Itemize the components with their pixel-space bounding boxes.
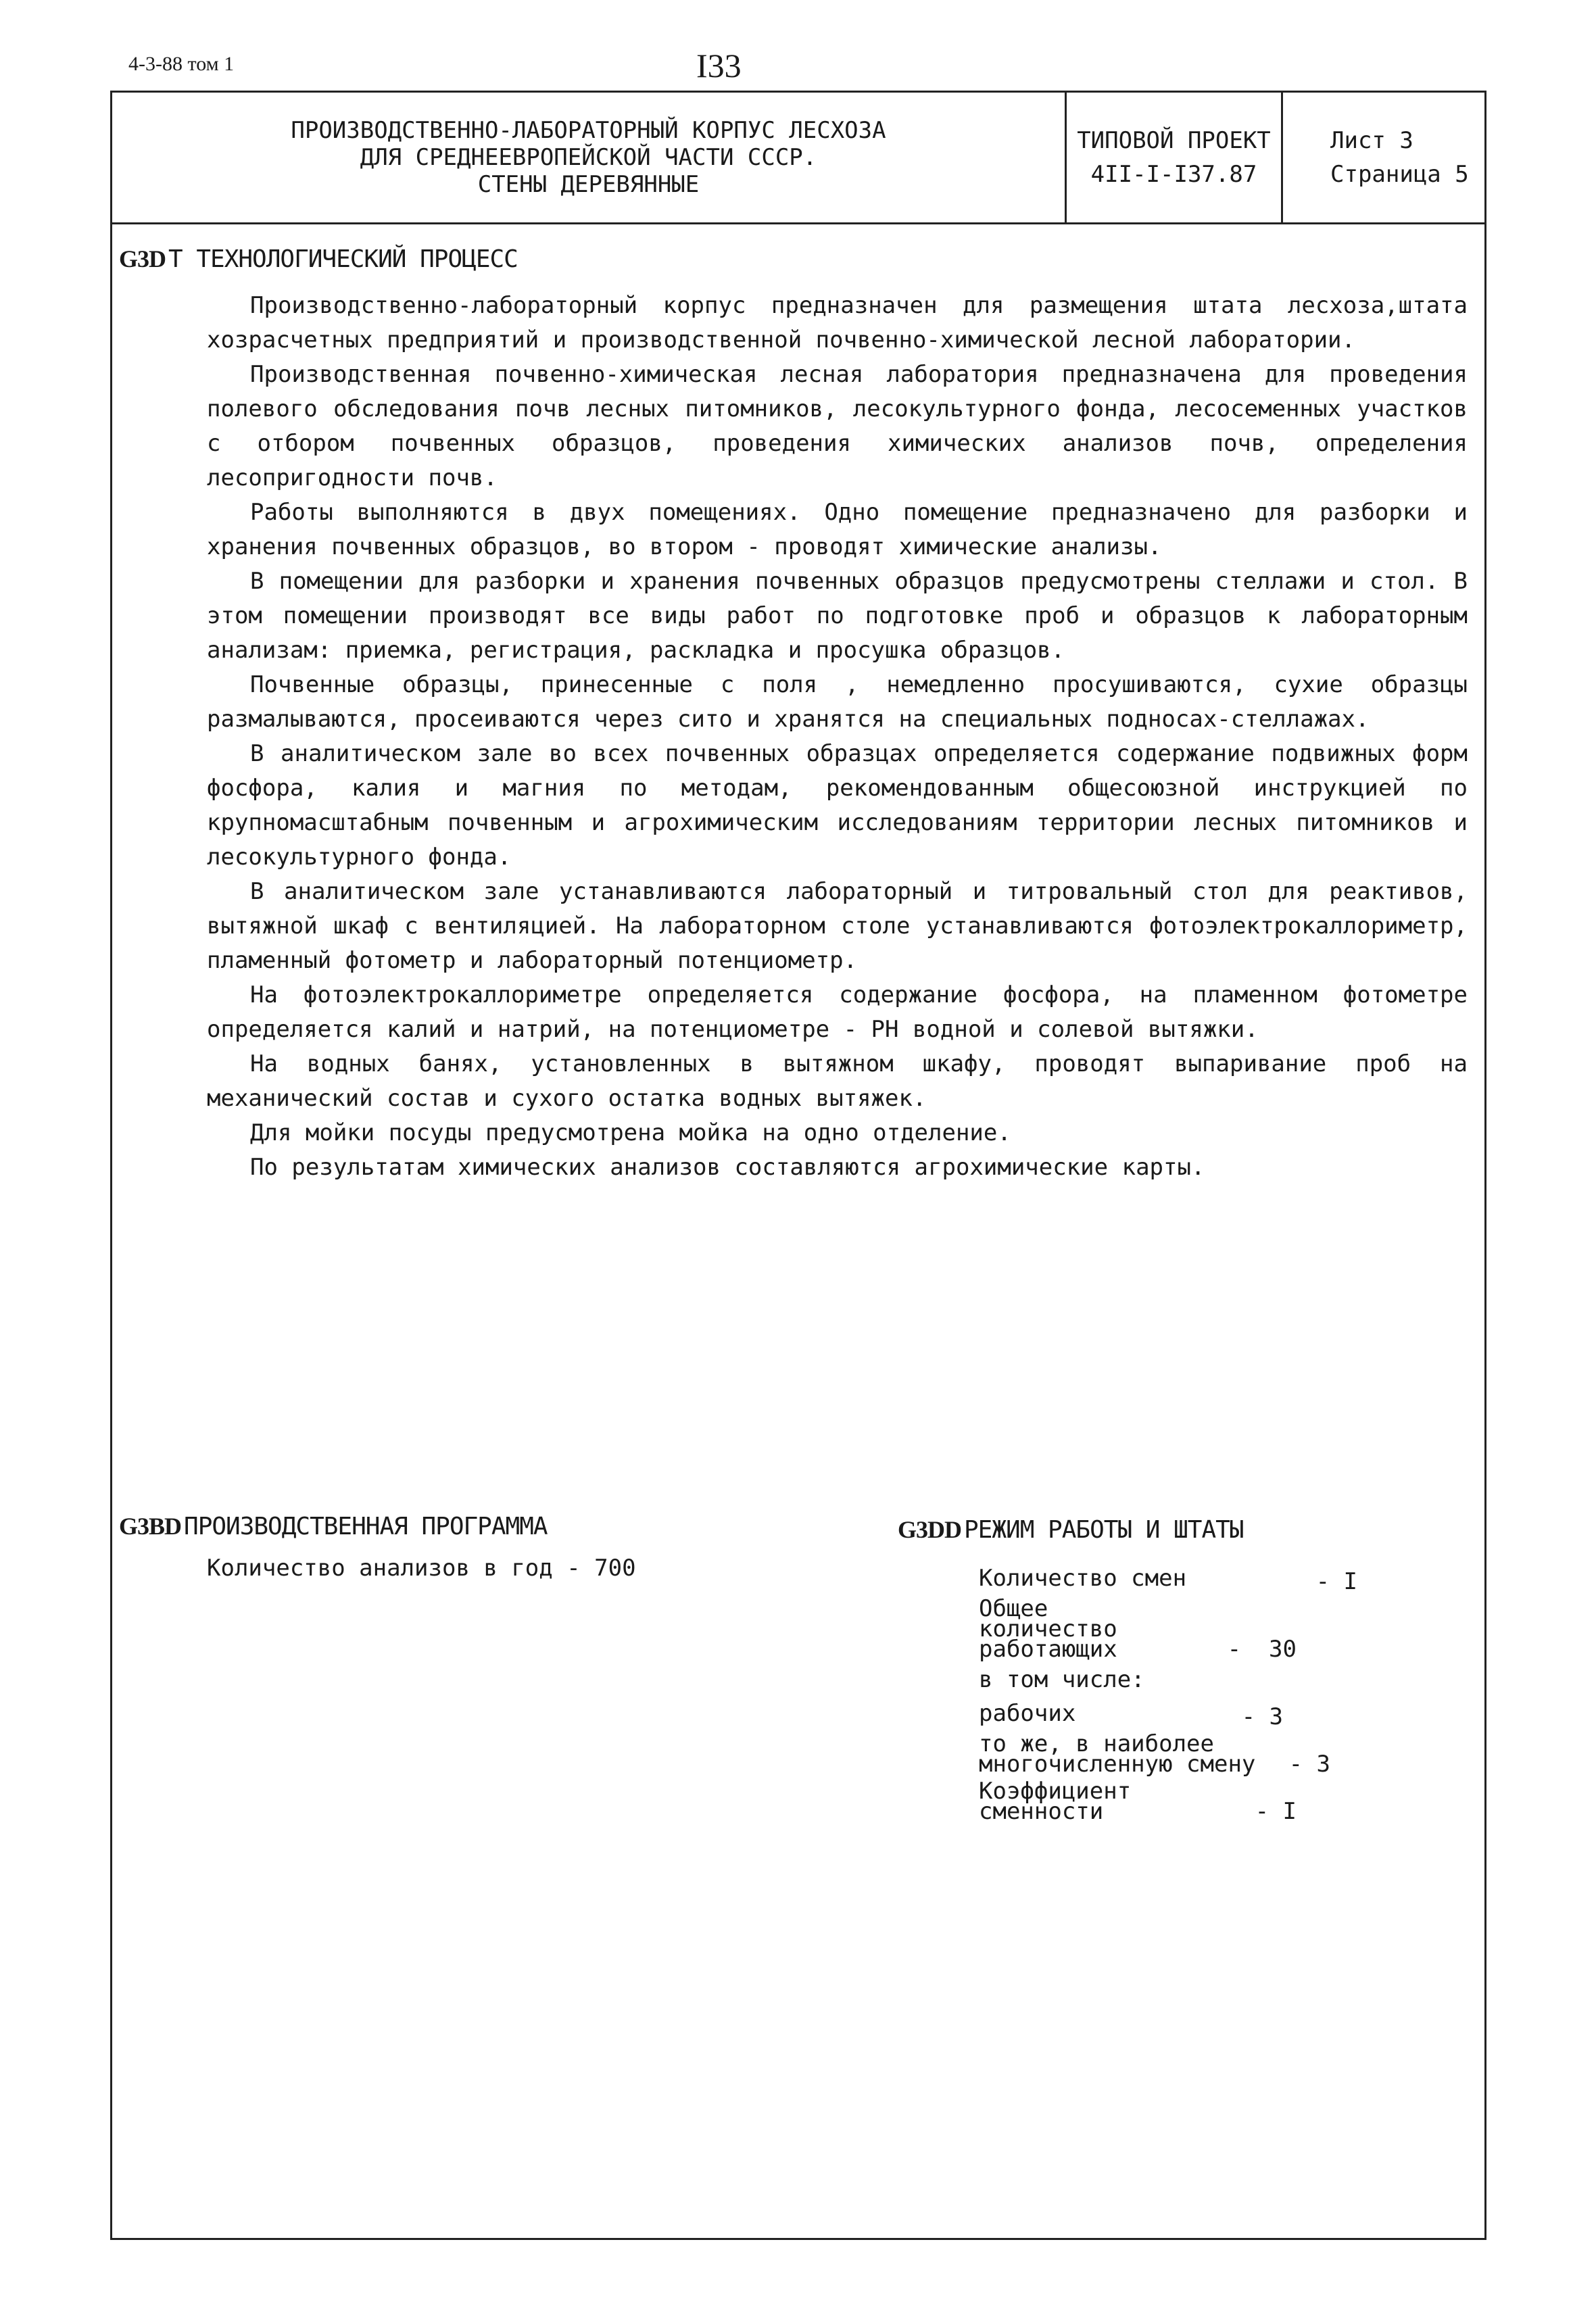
staff-label: Коэффициент сменности — [979, 1778, 1132, 1825]
staff-row — [979, 1730, 1330, 1778]
project-number: 4II-I-I37.87 — [1090, 161, 1257, 188]
archive-note: 4-3-88 том 1 — [128, 53, 235, 75]
staff-table — [979, 1565, 1357, 1828]
sheet-number: Лист 3 — [1330, 127, 1413, 154]
staff-value: - 3 — [1241, 1703, 1283, 1730]
title-line: СТЕНЫ ДЕРЕВЯННЫЕ — [477, 171, 700, 198]
paragraph: В помещении для разборки и хранения почвенных образцов предусмотрены стеллажи и стол. В этом помещении производят все виды работ по подготовке проб и образцов к лабораторным анализам: приемка, регистрация, раскладка и просушка образцов. — [207, 568, 1468, 664]
section-code: G3D — [119, 245, 166, 272]
section-title: ПРОИЗВОДСТВЕННАЯ ПРОГРАММА — [184, 1513, 548, 1540]
staff-row — [979, 1700, 1283, 1730]
staff-row — [979, 1666, 1357, 1693]
staff-row — [979, 1778, 1297, 1825]
staff-row — [979, 1595, 1297, 1663]
paragraph: На фотоэлектрокаллориметре определяется содержание фосфора, на пламенном фотометре определяется калий и натрий, на потенциометре - РН водной и солевой вытяжки. — [207, 981, 1468, 1043]
project-label: ТИПОВОЙ ПРОЕКТ — [1077, 127, 1271, 154]
paragraph: Для мойки посуды предусмотрена мойка на одно отделение. — [250, 1119, 1011, 1146]
process-text — [207, 289, 1468, 1185]
paragraph: На водных банях, установленных в вытяжном шкафу, проводят выпаривание проб на механический состав и сухого остатка водных вытяжек. — [207, 1050, 1468, 1112]
page-number: I33 — [696, 47, 742, 84]
page-label: Страница 5 — [1330, 161, 1469, 188]
paragraph: Работы выполняются в двух помещениях. Одно помещение предназначено для разборки и хранения почвенных образцов, во втором - проводят химические анализы. — [207, 499, 1468, 560]
section-process-heading — [119, 245, 518, 273]
title-block-project — [1067, 93, 1283, 222]
title-line: ПРОИЗВОДСТВЕННО-ЛАБОРАТОРНЫЙ КОРПУС ЛЕСХОЗА — [291, 117, 886, 144]
drawing-frame — [110, 91, 1486, 2240]
staff-value: - I — [1315, 1568, 1357, 1595]
staff-label: в том числе: — [979, 1666, 1145, 1693]
section-title: Т ТЕХНОЛОГИЧЕСКИЙ ПРОЦЕСС — [168, 245, 518, 273]
section-program-heading — [119, 1512, 548, 1540]
staff-label: рабочих — [979, 1700, 1076, 1727]
title-block — [112, 93, 1484, 224]
section-staff-heading — [898, 1515, 1243, 1544]
paragraph: Производственная почвенно-химическая лесная лаборатория предназначена для проведения полевого обследования почв лесных питомников, лесокультурного фонда, лесосеменных участков с отбором почвенных образцов, проведения химических анализов почв, определения лесопригодности почв. — [207, 361, 1468, 491]
section-code: G3DD — [898, 1516, 961, 1543]
title-line: ДЛЯ СРЕДНЕЕВРОПЕЙСКОЙ ЧАСТИ СССР. — [360, 144, 817, 171]
staff-label: то же, в наиболее многочисленную смену — [979, 1730, 1256, 1778]
title-block-sheet — [1283, 93, 1484, 222]
paragraph: Производственно-лабораторный корпус предназначен для размещения штата лесхоза,штата хозрасчетных предприятий и производственной почвенно-химической лесной лаборатории. — [207, 292, 1468, 354]
section-title: РЕЖИМ РАБОТЫ И ШТАТЫ — [964, 1516, 1244, 1544]
section-code: G3BD — [119, 1513, 182, 1540]
paragraph: По результатам химических анализов составляются агрохимические карты. — [250, 1154, 1205, 1181]
program-line: Количество анализов в год - 700 — [207, 1555, 636, 1582]
staff-label: Общее количество работающих — [979, 1595, 1117, 1663]
staff-row — [979, 1565, 1357, 1595]
staff-label: Количество смен — [979, 1565, 1187, 1592]
paragraph: В аналитическом зале устанавливаются лабораторный и титровальный стол для реактивов, вытяжной шкаф с вентиляцией. На лабораторном столе устанавливаются фотоэлектрокаллориметр, пламенный фотометр и лабораторный потенциометр. — [207, 878, 1468, 974]
paragraph: В аналитическом зале во всех почвенных образцах определяется содержание подвижных форм фосфора, калия и магния по методам, рекомендованным общесоюзной инструкцией по крупномасштабным почвенным и агрохимическим исследованиям территории лесных питомников и лесокультурного фонда. — [207, 740, 1468, 871]
paragraph: Почвенные образцы, принесенные с поля , немедленно просушиваются, сухие образцы размалываются, просеиваются через сито и хранятся на специальных подносах-стеллажах. — [207, 671, 1468, 733]
staff-value: - 3 — [1288, 1751, 1330, 1778]
staff-value: - I — [1255, 1798, 1297, 1825]
staff-value: - 30 — [1227, 1636, 1297, 1663]
title-block-name — [112, 93, 1067, 222]
